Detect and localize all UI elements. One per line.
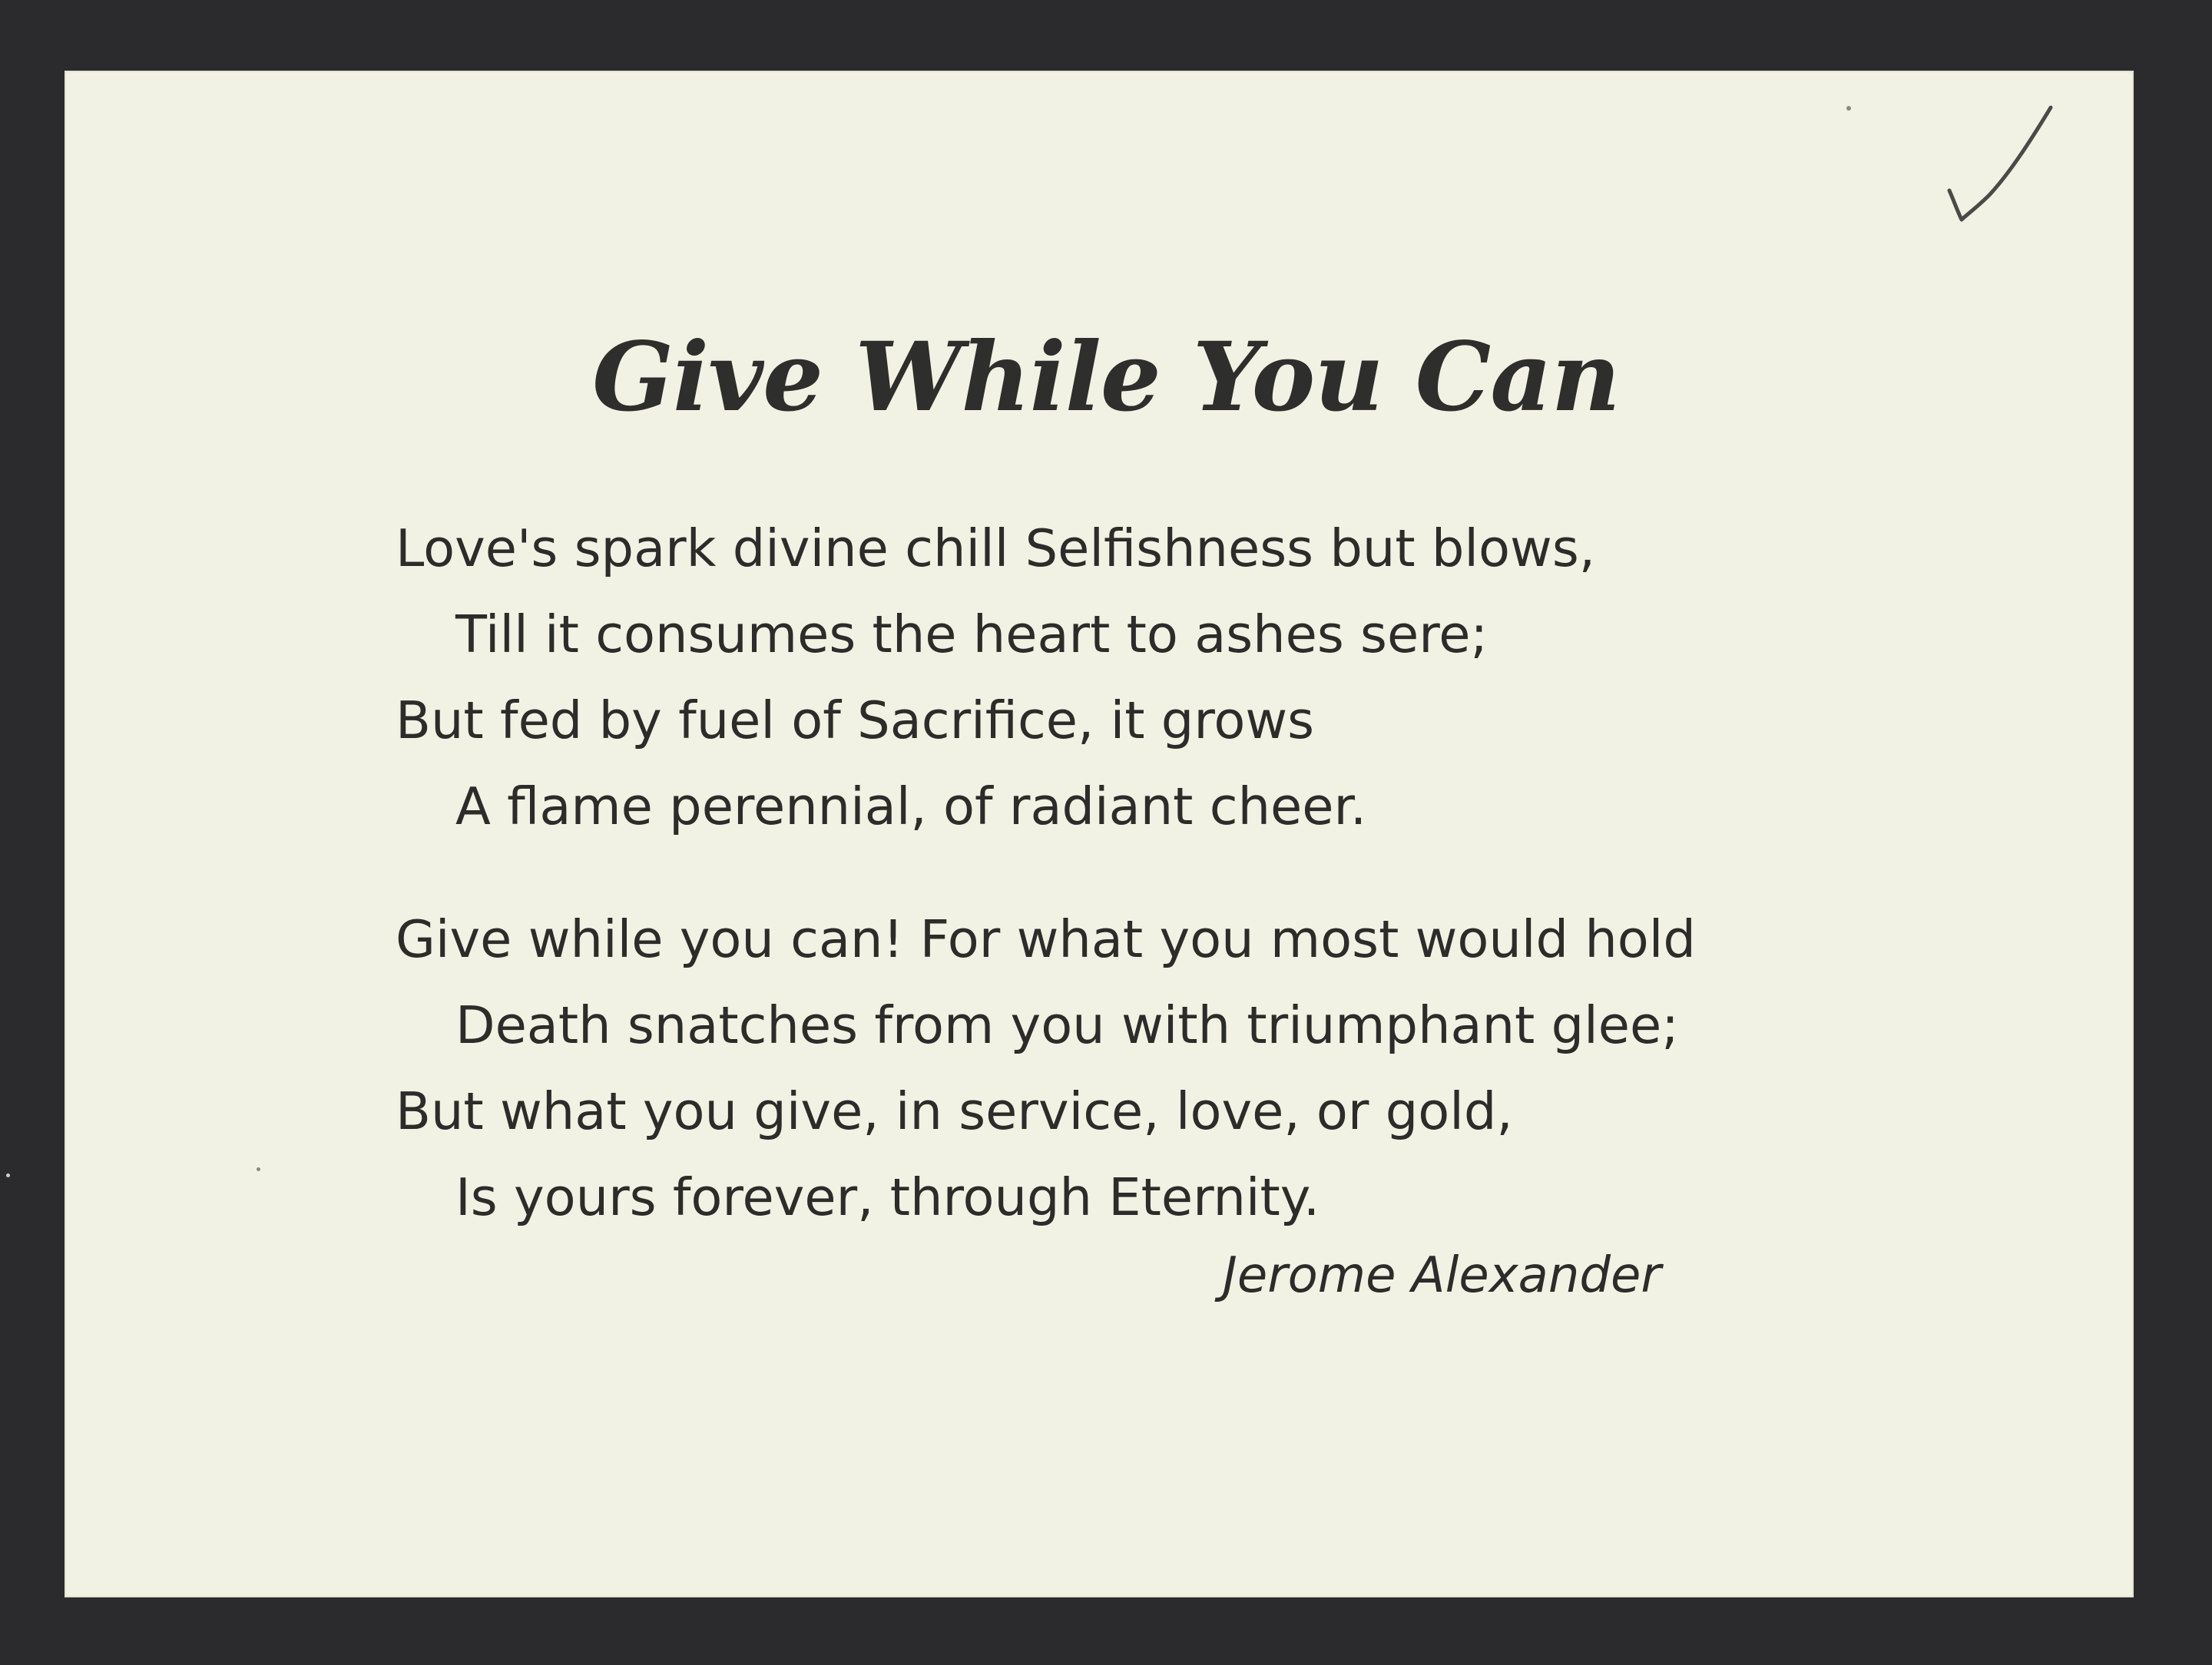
pencil-checkmark-icon <box>1943 100 2058 230</box>
poem-line: Love's spark divine chill Selfishness but blows, <box>396 518 1596 578</box>
poem-line: But what you give, in service, love, or gold, <box>396 1081 1513 1141</box>
poem-author: Jerome Alexander <box>1223 1247 1661 1304</box>
stanza-1 <box>396 505 1696 849</box>
poem-line: A flame perennial, of radiant cheer. <box>455 776 1367 836</box>
paper-speck <box>1846 106 1851 111</box>
poem-line: But fed by fuel of Sacrifice, it grows <box>396 690 1315 750</box>
poem-line: Till it consumes the heart to ashes sere; <box>455 604 1488 664</box>
poem-title: Give While You Can <box>592 322 1620 433</box>
poem-line: Death snatches from you with triumphant glee; <box>455 995 1679 1055</box>
poem-line: Is yours forever, through Eternity. <box>455 1167 1320 1227</box>
poem-line: Give while you can! For what you most would hold <box>396 909 1696 969</box>
poem-body <box>396 505 1696 1240</box>
stanza-2 <box>396 896 1696 1240</box>
paper-speck <box>6 1173 10 1177</box>
paper-speck <box>257 1167 260 1171</box>
